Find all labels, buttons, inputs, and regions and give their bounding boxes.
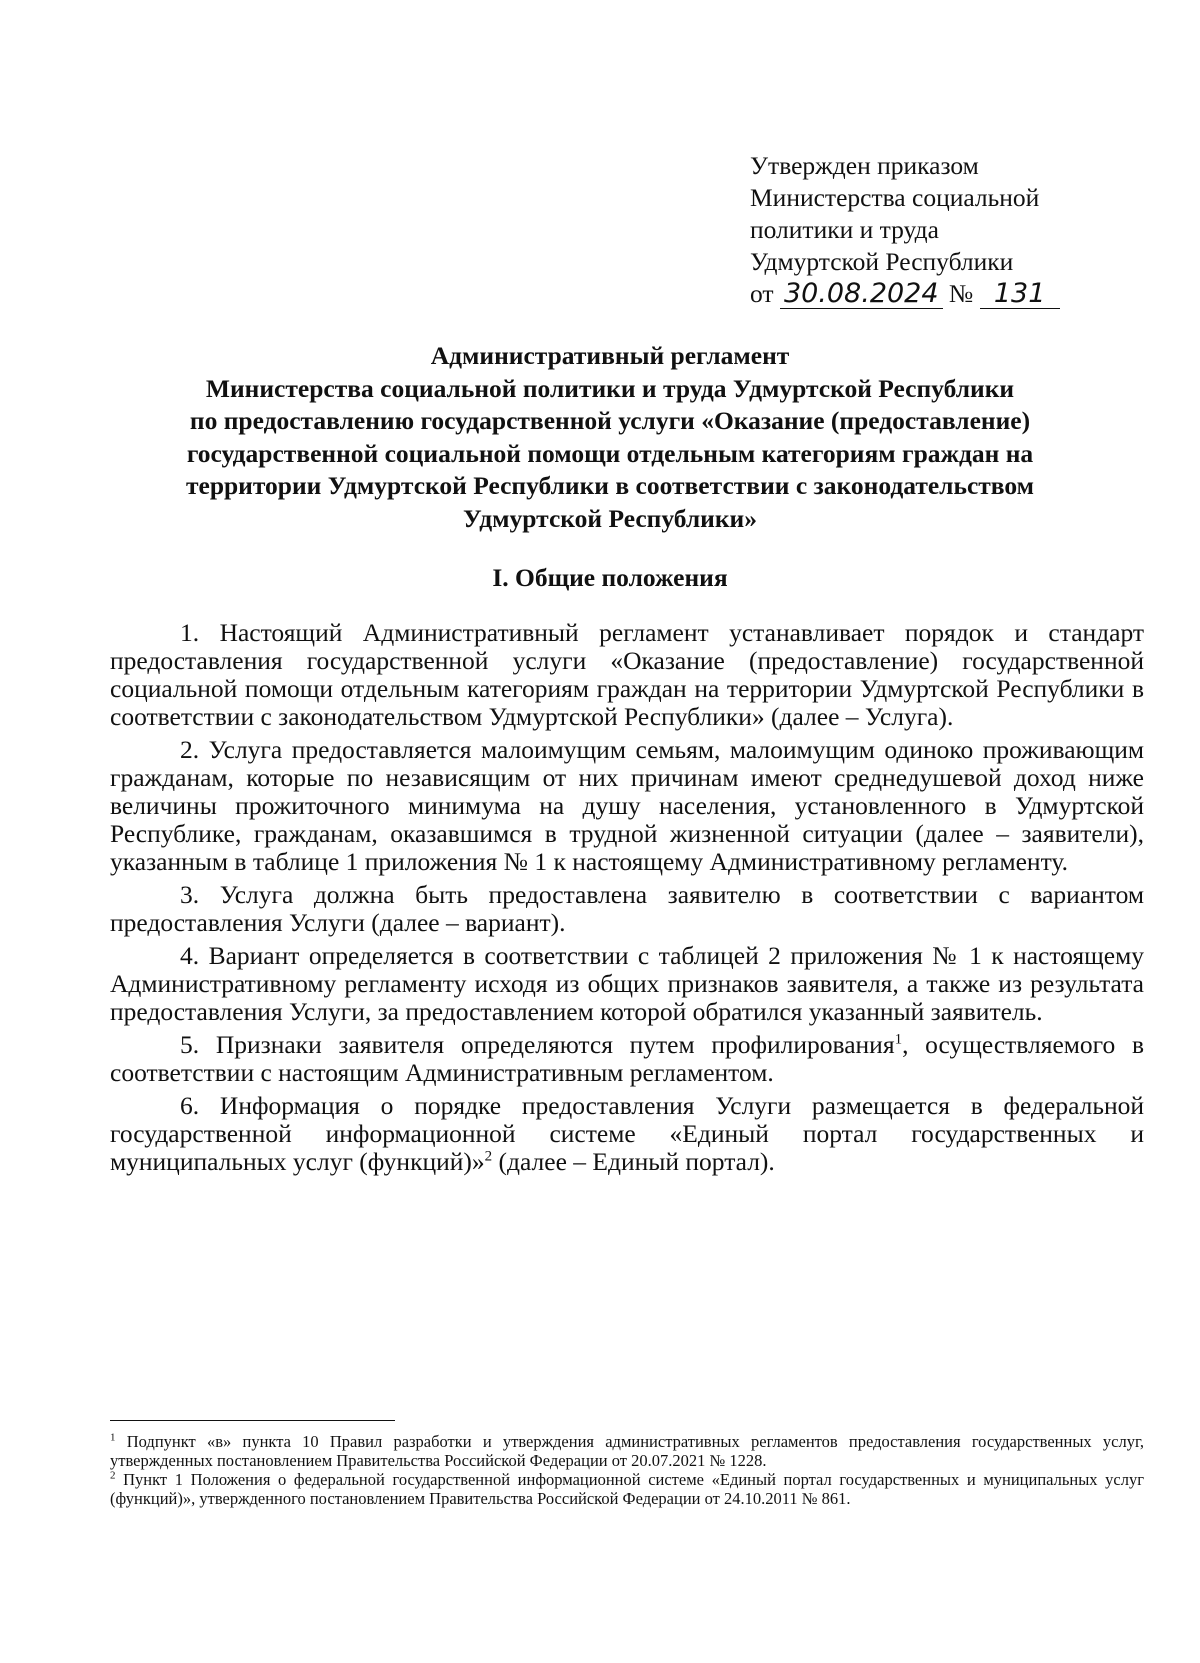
paragraph-text: Информация о порядке предоставления Услуги размещается в федеральной государственной информационной системе «Единый портал государственных и муниципальных услуг (функций)» xyxy=(110,1091,1145,1176)
paragraph-text-continued: , осуществляемого в соответствии с настоящим Административным регламентом. xyxy=(110,1030,1144,1087)
footnote-1 xyxy=(110,1432,1144,1470)
footnote-reference[interactable]: 2 xyxy=(484,1148,493,1165)
paragraph-number: 1. xyxy=(180,618,200,647)
footnote-mark: 1 xyxy=(110,1431,116,1444)
footnote-mark: 2 xyxy=(110,1469,116,1482)
paragraph-number: 5. xyxy=(180,1030,200,1059)
footnotes xyxy=(110,1432,1144,1508)
title-line-1: Административный регламент xyxy=(430,341,790,370)
date-prefix: от xyxy=(750,279,774,308)
document-title xyxy=(110,340,1110,535)
paragraph-2 xyxy=(110,736,1144,876)
approval-line-2: Министерства социальной xyxy=(750,183,1040,212)
title-line-6: Удмуртской Республики» xyxy=(463,503,757,533)
paragraph-3 xyxy=(110,881,1144,937)
paragraph-6 xyxy=(110,1092,1144,1176)
paragraph-number: 4. xyxy=(180,941,200,970)
paragraph-text-continued: (далее – Единый портал). xyxy=(492,1147,775,1176)
approval-line-1: Утвержден приказом xyxy=(750,151,979,180)
approval-line-3: политики и труда xyxy=(750,215,939,244)
handwritten-date: 30.08.2024 xyxy=(780,280,943,309)
paragraph-number: 2. xyxy=(180,735,200,764)
footnote-2 xyxy=(110,1470,1144,1508)
paragraph-text: Признаки заявителя определяются путем профилирования xyxy=(215,1030,895,1059)
paragraph-4 xyxy=(110,942,1144,1026)
number-sign: № xyxy=(948,279,974,308)
title-line-2: Министерства социальной политики и труда Удмуртской Республики xyxy=(205,373,1015,403)
footnote-separator xyxy=(110,1420,395,1421)
title-line-4: государственной социальной помощи отдельным категориям граждан на xyxy=(186,438,1034,468)
paragraph-5 xyxy=(110,1031,1144,1087)
footnote-text: Пункт 1 Положения о федеральной государственной информационной системе «Единый портал государственных и муниципальных услуг (функций)», утвержденного постановлением Правительства Российской Федерации от 24.10.2011 № 861. xyxy=(110,1470,1145,1508)
paragraph-text: Услуга должна быть предоставлена заявителю в соответствии с вариантом предоставления Услуги (далее – вариант). xyxy=(110,880,1145,937)
paragraph-1 xyxy=(110,619,1144,731)
section-heading: I. Общие положения xyxy=(492,563,728,592)
footnote-text: Подпункт «в» пункта 10 Правил разработки и утверждения административных регламентов предоставления государственных услуг, утвержденных постановлением Правительства Российской Федерации от 20.07.2021 № 1228. xyxy=(110,1432,1144,1470)
footnote-reference[interactable]: 1 xyxy=(894,1031,903,1048)
paragraph-number: 6. xyxy=(180,1091,200,1120)
paragraph-text: Вариант определяется в соответствии с таблицей 2 приложения № 1 к настоящему Административному регламенту исходя из общих признаков заявителя, а также из результата предоставления Услуги, за предоставлением которой обратился указанный заявитель. xyxy=(110,941,1145,1026)
paragraph-text: Настоящий Административный регламент устанавливает порядок и стандарт предоставления государственной услуги «Оказание (предоставление) государственной социальной помощи отдельным категориям граждан на территории Удмуртской Республики в соответствии с законодательством Удмуртской Республики» (далее – Услуга). xyxy=(110,618,1145,731)
title-line-3: по предоставлению государственной услуги «Оказание (предоставление) xyxy=(189,406,1031,435)
paragraph-number: 3. xyxy=(180,880,200,909)
approval-line-4: Удмуртской Республики xyxy=(750,247,1014,276)
approval-date-line xyxy=(750,278,1150,310)
title-line-5: территории Удмуртской Республики в соответствии с законодательством xyxy=(185,471,1035,500)
document-body xyxy=(110,619,1144,1181)
handwritten-number: 131 xyxy=(980,280,1060,309)
paragraph-text: Услуга предоставляется малоимущим семьям, малоимущим одиноко проживающим гражданам, которые по независящим от них причинам имеют среднедушевой доход ниже величины прожиточного минимума на душу населения, установленного в Удмуртской Республике, гражданам, оказавшимся в трудной жизненной ситуации (далее – заявители), указанным в таблице 1 приложения № 1 к настоящему Административному регламенту. xyxy=(110,735,1144,876)
approval-stamp-block xyxy=(750,150,1150,310)
